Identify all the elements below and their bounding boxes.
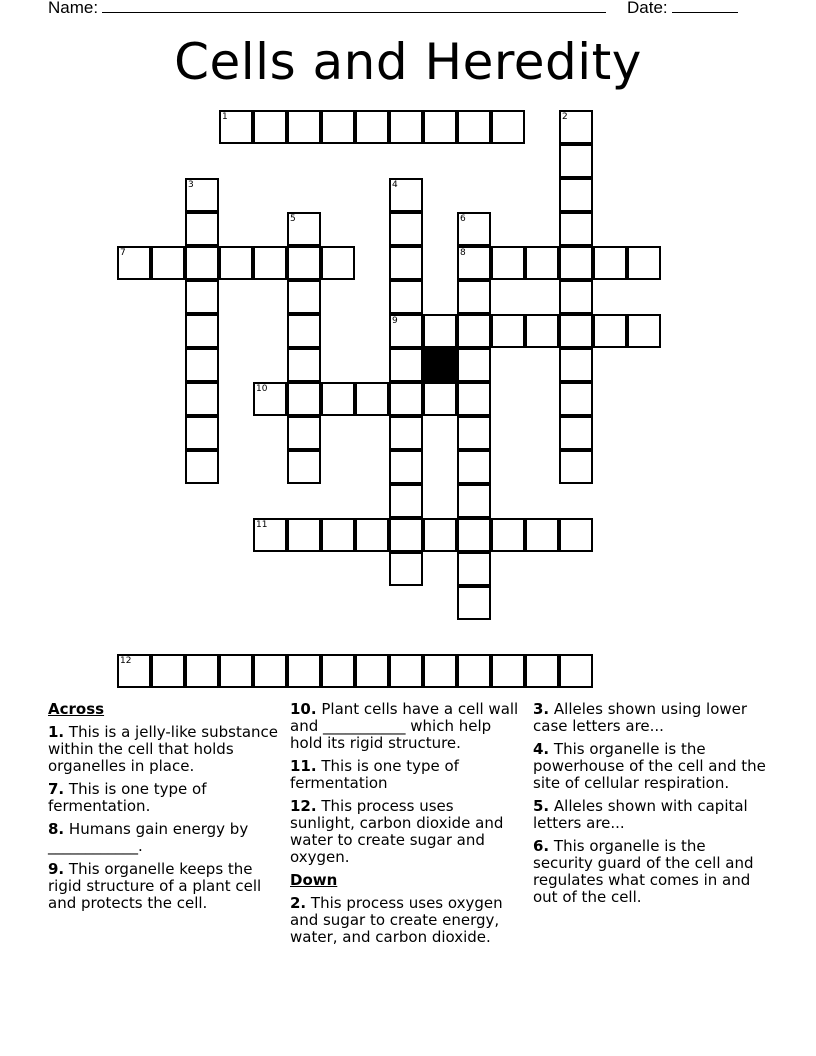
clue-number: 10 — [256, 384, 268, 394]
name-label: Name: — [48, 0, 99, 17]
down-clue-6: 6. This organelle is the security guard of the cell and regulates what comes in and out of the cell. — [533, 837, 754, 906]
grid-cell[interactable] — [457, 518, 491, 552]
grid-cell[interactable] — [525, 518, 559, 552]
grid-cell[interactable] — [253, 246, 287, 280]
grid-cell[interactable] — [185, 280, 219, 314]
grid-cell[interactable] — [389, 212, 423, 246]
clue-number: 9 — [392, 316, 398, 326]
grid-cell[interactable] — [321, 382, 355, 416]
grid-cell[interactable] — [185, 178, 219, 212]
grid-cell[interactable] — [389, 382, 423, 416]
grid-cell[interactable] — [389, 280, 423, 314]
clue-number: 6 — [460, 214, 466, 224]
grid-cell[interactable] — [423, 314, 457, 348]
name-field[interactable] — [48, 0, 606, 18]
grid-cell[interactable] — [423, 654, 457, 688]
grid-cell[interactable] — [559, 416, 593, 450]
grid-cell[interactable] — [525, 246, 559, 280]
grid-cell[interactable] — [627, 246, 661, 280]
grid-cell[interactable] — [117, 654, 151, 688]
grid-cell[interactable] — [253, 110, 287, 144]
grid-cell[interactable] — [389, 246, 423, 280]
grid-cell[interactable] — [287, 654, 321, 688]
clue-number: 5 — [290, 214, 296, 224]
clue-number: 8 — [460, 248, 466, 258]
grid-cell[interactable] — [559, 314, 593, 348]
name-blank[interactable] — [102, 0, 606, 13]
grid-cell[interactable] — [185, 348, 219, 382]
grid-cell[interactable] — [457, 382, 491, 416]
across-clue-12: 12. This process uses sunlight, carbon dioxide and water to create sugar and oxygen. — [290, 797, 504, 866]
grid-cell[interactable] — [457, 110, 491, 144]
grid-cell[interactable] — [287, 348, 321, 382]
grid-cell[interactable] — [389, 518, 423, 552]
grid-cell[interactable] — [117, 246, 151, 280]
grid-cell[interactable] — [491, 246, 525, 280]
grid-cell[interactable] — [287, 246, 321, 280]
grid-cell[interactable] — [559, 110, 593, 144]
grid-cell[interactable] — [559, 144, 593, 178]
grid-cell[interactable] — [185, 314, 219, 348]
grid-cell[interactable] — [593, 314, 627, 348]
across-clue-8: 8. Humans gain energy by ____________. — [48, 820, 249, 855]
grid-cell[interactable] — [457, 484, 491, 518]
grid-cell[interactable] — [559, 518, 593, 552]
grid-cell[interactable] — [219, 654, 253, 688]
grid-cell[interactable] — [287, 450, 321, 484]
grid-cell[interactable] — [423, 518, 457, 552]
grid-cell[interactable] — [559, 178, 593, 212]
grid-cell[interactable] — [457, 348, 491, 382]
grid-cell[interactable] — [457, 654, 491, 688]
grid-cell[interactable] — [525, 654, 559, 688]
grid-cell[interactable] — [185, 416, 219, 450]
grid-cell[interactable] — [287, 518, 321, 552]
grid-cell[interactable] — [389, 484, 423, 518]
grid-cell[interactable] — [457, 212, 491, 246]
grid-cell[interactable] — [151, 654, 185, 688]
grid-cell[interactable] — [389, 552, 423, 586]
clue-column-1 — [48, 701, 280, 918]
grid-cell[interactable] — [491, 654, 525, 688]
grid-cell[interactable] — [355, 110, 389, 144]
clue-column-3 — [533, 701, 769, 912]
grid-cell[interactable] — [559, 382, 593, 416]
across-clue-11: 11. This is one type of fermentation — [290, 757, 459, 792]
clue-number: 12 — [120, 656, 132, 666]
grid-cell[interactable] — [491, 518, 525, 552]
grid-cell[interactable] — [389, 450, 423, 484]
grid-cell[interactable] — [287, 280, 321, 314]
grid-cell[interactable] — [559, 246, 593, 280]
grid-cell[interactable] — [287, 416, 321, 450]
grid-cell[interactable] — [457, 246, 491, 280]
grid-cell[interactable] — [457, 450, 491, 484]
grid-cell[interactable] — [151, 246, 185, 280]
grid-cell[interactable] — [389, 178, 423, 212]
grid-cell[interactable] — [287, 212, 321, 246]
down-heading: Down — [290, 871, 338, 889]
grid-cell[interactable] — [457, 416, 491, 450]
grid-cell[interactable] — [389, 110, 423, 144]
grid-cell[interactable] — [559, 212, 593, 246]
grid-cell[interactable] — [491, 110, 525, 144]
grid-cell[interactable] — [185, 654, 219, 688]
grid-cell[interactable] — [185, 212, 219, 246]
across-clue-1: 1. This is a jelly-like substance within the cell that holds organelles in place. — [48, 723, 279, 775]
across-clue-10: 10. Plant cells have a cell wall and ___________ which help hold its rigid structure. — [290, 700, 519, 752]
grid-cell[interactable] — [355, 518, 389, 552]
grid-cell[interactable] — [423, 382, 457, 416]
grid-cell[interactable] — [287, 314, 321, 348]
grid-cell[interactable] — [219, 110, 253, 144]
grid-cell[interactable] — [559, 450, 593, 484]
down-clue-3: 3. Alleles shown using lower case letters are... — [533, 700, 748, 735]
down-clue-4: 4. This organelle is the powerhouse of the cell and the site of cellular respiration. — [533, 740, 766, 792]
grid-cell[interactable] — [457, 314, 491, 348]
grid-cell[interactable] — [321, 110, 355, 144]
grid-cell[interactable] — [525, 314, 559, 348]
clue-number: 3 — [188, 180, 194, 190]
date-label: Date: — [627, 0, 668, 17]
grid-cell[interactable] — [253, 654, 287, 688]
clue-number: 11 — [256, 520, 268, 530]
grid-cell[interactable] — [321, 654, 355, 688]
grid-cell[interactable] — [389, 314, 423, 348]
across-clue-7: 7. This is one type of fermentation. — [48, 780, 207, 815]
grid-cell[interactable] — [389, 416, 423, 450]
grid-cell[interactable] — [219, 246, 253, 280]
grid-cell[interactable] — [253, 382, 287, 416]
grid-cell[interactable] — [355, 382, 389, 416]
clue-column-2 — [290, 701, 522, 952]
grid-cell[interactable] — [287, 110, 321, 144]
clue-number: 1 — [222, 112, 228, 122]
grid-cell[interactable] — [491, 314, 525, 348]
grid-cell[interactable] — [593, 246, 627, 280]
grid-cell[interactable] — [559, 348, 593, 382]
grid-cell[interactable] — [389, 654, 423, 688]
grid-cell[interactable] — [355, 654, 389, 688]
grid-cell[interactable] — [559, 654, 593, 688]
across-clue-9: 9. This organelle keeps the rigid structure of a plant cell and protects the cell. — [48, 860, 262, 912]
grid-cell[interactable] — [559, 280, 593, 314]
grid-cell[interactable] — [321, 246, 355, 280]
grid-cell[interactable] — [423, 110, 457, 144]
grid-cell[interactable] — [185, 450, 219, 484]
grid-cell[interactable] — [287, 382, 321, 416]
down-clue-5: 5. Alleles shown with capital letters are... — [533, 797, 748, 832]
grid-cell[interactable] — [321, 518, 355, 552]
clue-number: 2 — [562, 112, 568, 122]
date-field[interactable] — [627, 0, 738, 18]
grid-cell[interactable] — [185, 382, 219, 416]
black-square — [423, 348, 457, 382]
grid-cell[interactable] — [389, 348, 423, 382]
grid-cell[interactable] — [627, 314, 661, 348]
across-heading: Across — [48, 700, 105, 718]
grid-cell[interactable] — [457, 586, 491, 620]
grid-cell[interactable] — [253, 518, 287, 552]
page-title: Cells and Heredity — [174, 33, 642, 91]
date-blank[interactable] — [672, 0, 738, 13]
down-clue-2: 2. This process uses oxygen and sugar to create energy, water, and carbon dioxide. — [290, 894, 503, 946]
clue-number: 7 — [120, 248, 126, 258]
grid-cell[interactable] — [457, 552, 491, 586]
clue-number: 4 — [392, 180, 398, 190]
grid-cell[interactable] — [457, 280, 491, 314]
grid-cell[interactable] — [185, 246, 219, 280]
